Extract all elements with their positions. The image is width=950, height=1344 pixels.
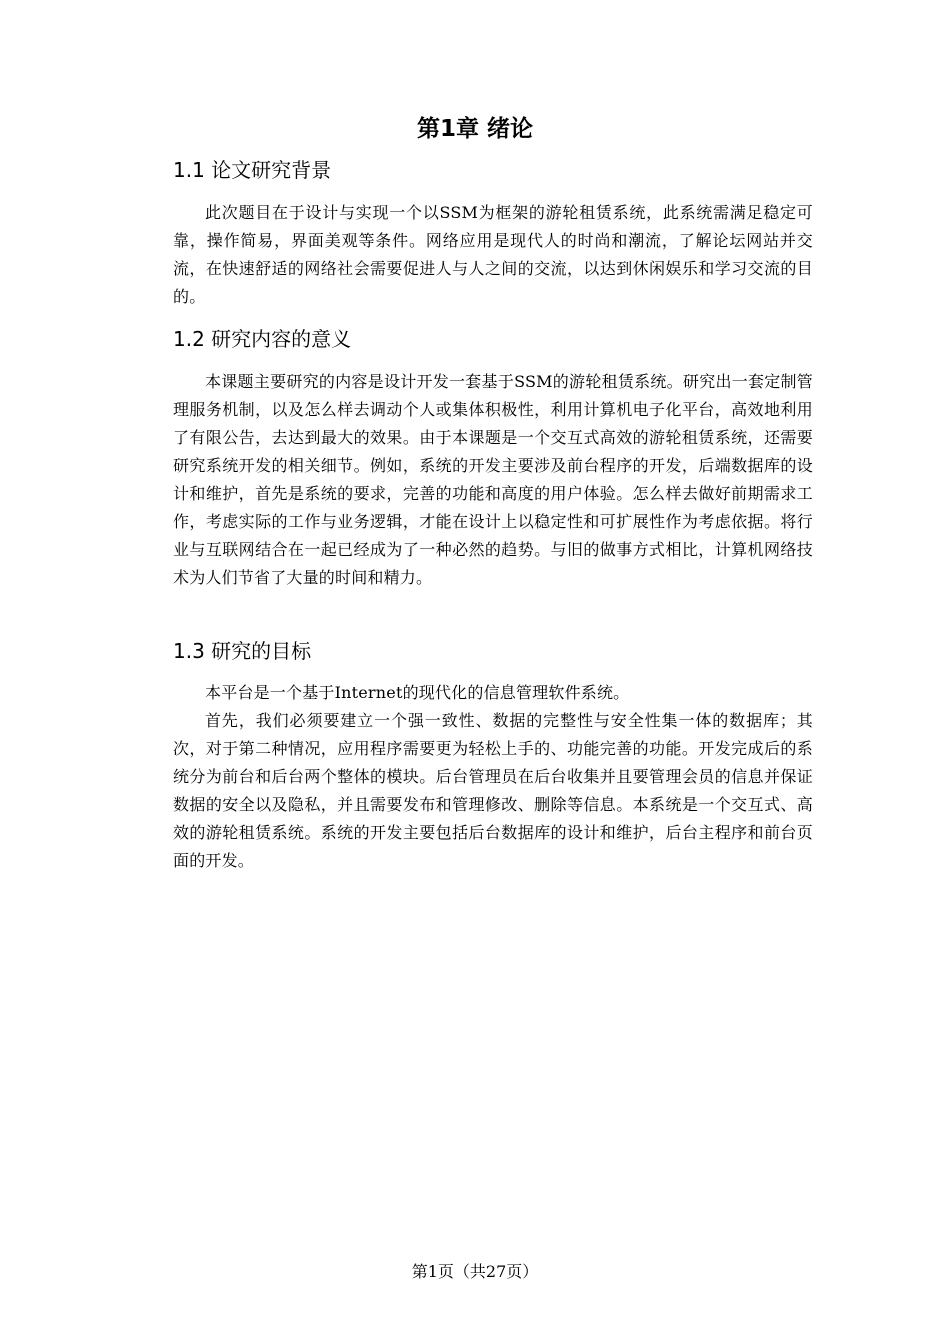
section-1-2-paragraph: 本课题主要研究的内容是设计开发一套基于SSM的游轮租赁系统。研究出一套定制管理服务机制，以及怎么样去调动个人或集体积极性，利用计算机电子化平台，高效地利用了有限公告，去达到最大的效果。由于本课题是一个交互式高效的游轮租赁系统，还需要研究系统开发的相关细节。例如，系统的开发主要涉及前台程序的开发，后端数据库的设计和维护，首先是系统的要求，完善的功能和高度的用户体验。怎么样去做好前期需求工作，考虑实际的工作与业务逻辑，才能在设计上以稳定性和可扩展性作为考虑依据。将行业与互联网结合在一起已经成为了一种必然的趋势。与旧的做事方式相比，计算机网络技术为人们节省了大量的时间和精力。: [173, 372, 813, 587]
chapter-title: 第1章 绪论: [416, 116, 533, 142]
section-heading-1-3: 1.3 研究的目标: [173, 639, 312, 663]
section-heading-1-1: 1.1 论文研究背景: [173, 158, 332, 182]
section-1-3-paragraph-1: 本平台是一个基于Internet的现代化的信息管理软件系统。: [205, 683, 630, 702]
section-1-3-paragraph-2: 首先，我们必须要建立一个强一致性、数据的完整性与安全性集一体的数据库；其次，对于第二种情况，应用程序需要更为轻松上手的、功能完善的功能。开发完成后的系统分为前台和后台两个整体的模块。后台管理员在后台收集并且要管理会员的信息并保证数据的安全以及隐私，并且需要发布和管理修改、删除等信息。本系统是一个交互式、高效的游轮租赁系统。系统的开发主要包括后台数据库的设计和维护，后台主程序和前台页面的开发。: [173, 711, 813, 870]
section-1-1-paragraph: 此次题目在于设计与实现一个以SSM为框架的游轮租赁系统，此系统需满足稳定可靠，操作简易，界面美观等条件。网络应用是现代人的时尚和潮流，了解论坛网站并交流，在快速舒适的网络社会需要促进人与人之间的交流，以达到休闲娱乐和学习交流的目的。: [173, 203, 813, 306]
section-heading-1-2: 1.2 研究内容的意义: [173, 327, 352, 351]
page-number-footer: 第1页（共27页）: [411, 1262, 539, 1281]
